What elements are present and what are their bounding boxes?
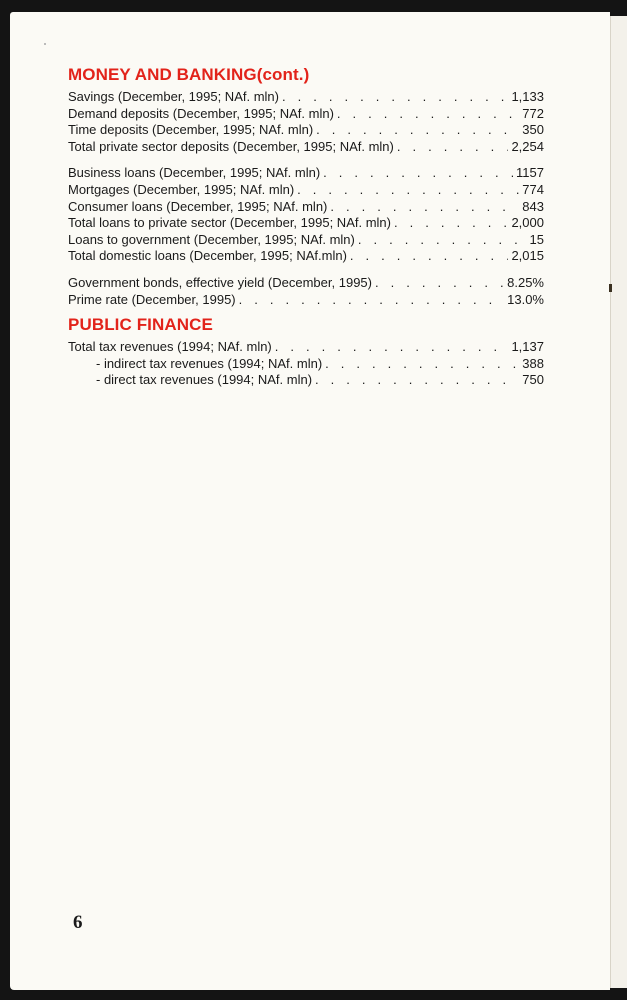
page-content (68, 64, 544, 399)
row-label: Savings (December, 1995; NAf. mln) (68, 89, 279, 104)
section-money-and-banking (68, 64, 544, 308)
row-label: Total loans to private sector (December, 1995; NAf. mln) (68, 215, 391, 231)
row-label: Total private sector deposits (December, 1995; NAf. mln) (68, 138, 394, 154)
row-value: 2,000 (511, 215, 544, 231)
dot-leader (297, 182, 519, 199)
row-label: Demand deposits (December, 1995; NAf. mln) (68, 105, 334, 121)
row-value: 843 (522, 198, 544, 214)
table-row (68, 165, 544, 182)
row-value: 1,137 (511, 339, 544, 355)
row-label: Loans to government (December, 1995; NAf. mln) (68, 231, 355, 247)
dot-leader (330, 199, 519, 216)
row-value: 774 (522, 181, 544, 197)
table-row (68, 292, 544, 309)
table-row (68, 89, 544, 106)
dot-leader (315, 372, 519, 389)
dot-leader (239, 292, 505, 309)
row-label: Time deposits (December, 1995; NAf. mln) (68, 122, 314, 138)
table-row (68, 215, 544, 232)
row-label: Total tax revenues (1994; NAf. mln) (68, 339, 272, 355)
dot-leader (337, 106, 519, 123)
row-label: Mortgages (December, 1995; NAf. mln) (68, 181, 295, 197)
table-row (68, 275, 544, 292)
row-value: 8.25% (507, 274, 544, 290)
page-edge (610, 16, 627, 988)
table-row (68, 182, 544, 199)
dot-leader (397, 139, 509, 156)
section-public-finance (68, 314, 544, 389)
table-row (68, 199, 544, 216)
dot-leader (275, 339, 509, 356)
section-title: MONEY AND BANKING(cont.) (68, 65, 310, 84)
table-row (68, 339, 544, 356)
row-label: - indirect tax revenues (1994; NAf. mln) (96, 355, 323, 371)
rates-group (68, 275, 544, 308)
page-number: 6 (73, 912, 83, 933)
table-row (68, 122, 544, 139)
dot-leader (394, 215, 508, 232)
row-value: 15 (529, 231, 544, 247)
dot-leader (282, 89, 508, 106)
dot-leader (316, 122, 519, 139)
row-label: Total domestic loans (December, 1995; NAf.mln) (68, 248, 347, 264)
dot-leader (325, 356, 519, 373)
dot-leader (323, 165, 513, 182)
row-label: - direct tax revenues (1994; NAf. mln) (96, 372, 313, 388)
row-value: 388 (522, 355, 544, 371)
tax-revenues-group (68, 339, 544, 389)
row-value: 1,133 (511, 89, 544, 104)
row-value: 750 (522, 372, 544, 388)
deposits-group (68, 89, 544, 155)
row-value: 350 (522, 122, 544, 138)
table-row (68, 372, 544, 389)
binding-mark (609, 284, 612, 292)
row-value: 1157 (516, 165, 544, 181)
dot-leader (350, 248, 509, 265)
row-label: Government bonds, effective yield (December, 1995) (68, 274, 372, 290)
dot-leader (358, 232, 527, 249)
row-value: 2,254 (511, 138, 544, 154)
loans-group (68, 165, 544, 265)
row-value: 772 (522, 105, 544, 121)
table-row (68, 356, 544, 373)
table-row (68, 139, 544, 156)
row-label: Consumer loans (December, 1995; NAf. mln) (68, 198, 328, 214)
dot-leader (375, 275, 504, 292)
row-value: 2,015 (511, 248, 544, 264)
table-row (68, 248, 544, 265)
table-row (68, 232, 544, 249)
row-label: Prime rate (December, 1995) (68, 291, 236, 307)
section-title: PUBLIC FINANCE (68, 315, 213, 335)
table-row (68, 106, 544, 123)
row-value: 13.0% (507, 291, 544, 307)
row-label: Business loans (December, 1995; NAf. mln) (68, 165, 321, 181)
paper-speck (44, 43, 46, 45)
